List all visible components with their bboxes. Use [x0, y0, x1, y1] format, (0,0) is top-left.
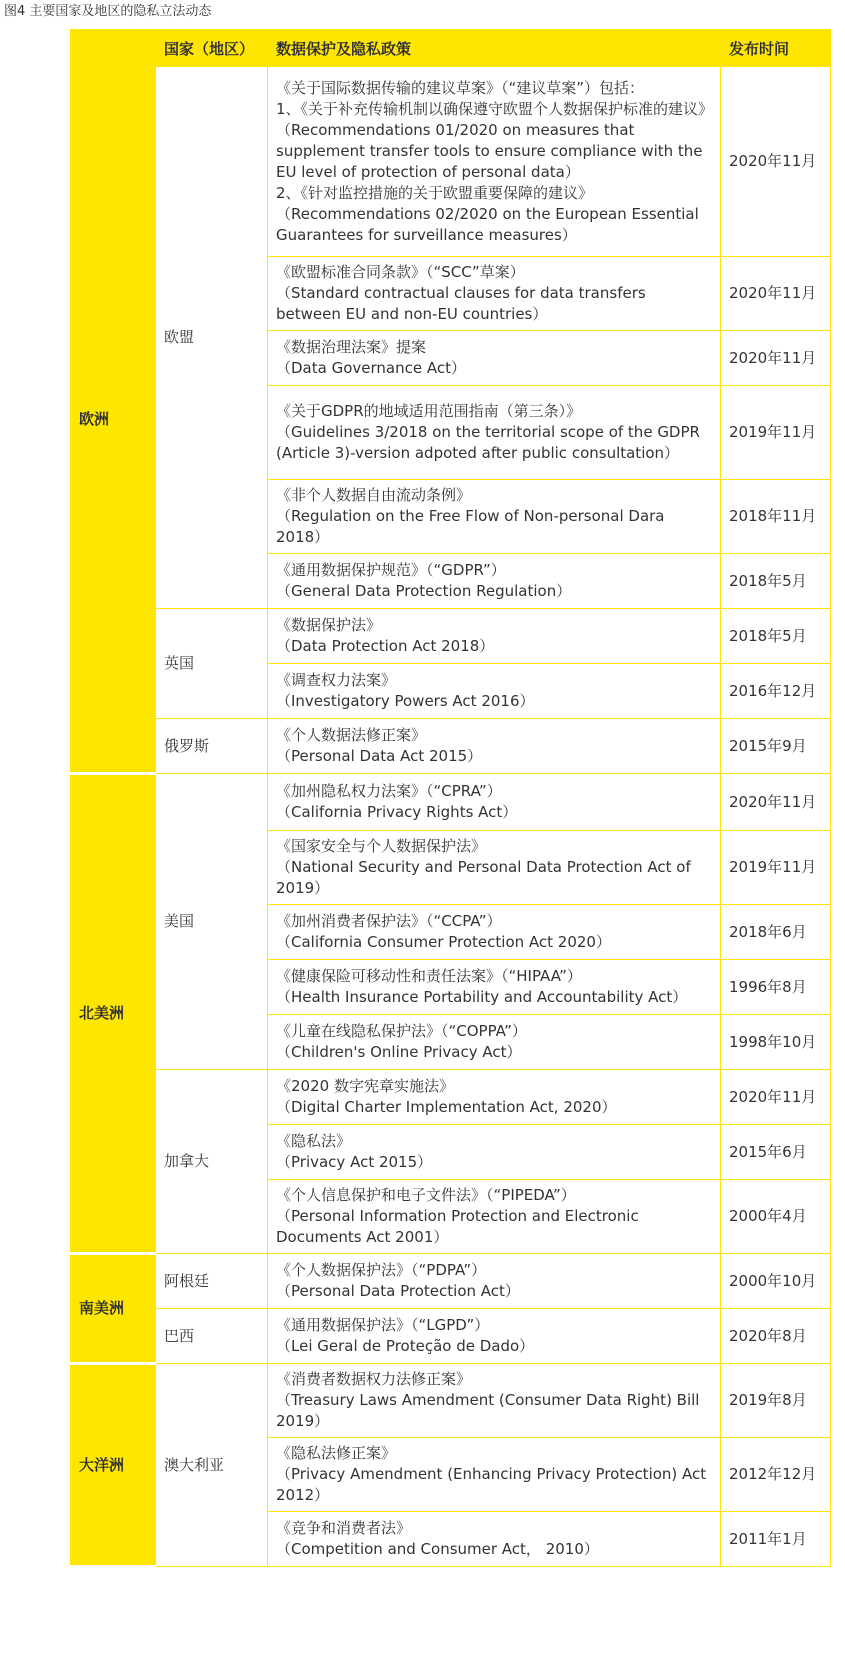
table-header-row [71, 30, 831, 67]
table-row [71, 1309, 831, 1364]
table-row [71, 1364, 831, 1438]
release-date: 2020年11月 [721, 1070, 831, 1125]
policy-text: 《个人数据保护法》（“PDPA”） （Personal Data Protection Act） [268, 1254, 721, 1309]
release-date: 2018年5月 [721, 554, 831, 609]
release-date: 2011年1月 [721, 1512, 831, 1567]
release-date: 2012年12月 [721, 1438, 831, 1512]
region-south-america: 南美洲 [71, 1254, 156, 1364]
policy-text: 《健康保险可移动性和责任法案》（“HIPAA”） （Health Insurance Portability and Accountability Act） [268, 960, 721, 1015]
country-canada: 加拿大 [156, 1070, 268, 1254]
figure-caption: 图4 主要国家及地区的隐私立法动态 [4, 4, 212, 19]
policy-text: 《关于GDPR的地域适用范围指南（第三条）》 （Guidelines 3/2018 on the territorial scope of the GDPR (Article 3)-version adpoted after public consultation） [268, 386, 721, 480]
country-argentina: 阿根廷 [156, 1254, 268, 1309]
country-brazil: 巴西 [156, 1309, 268, 1364]
release-date: 2018年6月 [721, 905, 831, 960]
header-country: 国家（地区） [156, 30, 268, 67]
release-date: 1996年8月 [721, 960, 831, 1015]
policy-text: 《加州消费者保护法》（“CCPA”） （California Consumer Protection Act 2020） [268, 905, 721, 960]
policy-text: 《2020 数字宪章实施法》 （Digital Charter Implementation Act, 2020） [268, 1070, 721, 1125]
policy-text: 《数据治理法案》提案 （Data Governance Act） [268, 331, 721, 386]
policy-text: 《调查权力法案》 （Investigatory Powers Act 2016） [268, 664, 721, 719]
release-date: 2020年11月 [721, 331, 831, 386]
release-date: 2019年11月 [721, 831, 831, 905]
release-date: 2015年9月 [721, 719, 831, 774]
header-region [71, 30, 156, 67]
release-date: 2018年5月 [721, 609, 831, 664]
header-policy: 数据保护及隐私政策 [268, 30, 721, 67]
policy-text: 《数据保护法》 （Data Protection Act 2018） [268, 609, 721, 664]
release-date: 2000年10月 [721, 1254, 831, 1309]
release-date: 2019年11月 [721, 386, 831, 480]
release-date: 2018年11月 [721, 480, 831, 554]
country-russia: 俄罗斯 [156, 719, 268, 774]
region-europe: 欧洲 [71, 67, 156, 774]
privacy-legislation-table [70, 29, 831, 1568]
policy-text: 《加州隐私权力法案》（“CPRA”） （California Privacy Rights Act） [268, 774, 721, 831]
country-uk: 英国 [156, 609, 268, 719]
policy-text: 《个人信息保护和电子文件法》（“PIPEDA”） （Personal Information Protection and Electronic Documents Act 2001） [268, 1180, 721, 1254]
release-date: 2016年12月 [721, 664, 831, 719]
region-oceania: 大洋洲 [71, 1364, 156, 1567]
region-north-america: 北美洲 [71, 774, 156, 1254]
table-row [71, 1070, 831, 1125]
release-date: 2020年8月 [721, 1309, 831, 1364]
policy-text: 《儿童在线隐私保护法》（“COPPA”） （Children's Online Privacy Act） [268, 1015, 721, 1070]
policy-text: 《通用数据保护规范》（“GDPR”） （General Data Protection Regulation） [268, 554, 721, 609]
policy-text: 《隐私法》 （Privacy Act 2015） [268, 1125, 721, 1180]
release-date: 2020年11月 [721, 774, 831, 831]
release-date: 2015年6月 [721, 1125, 831, 1180]
policy-text: 《非个人数据自由流动条例》 （Regulation on the Free Flow of Non-personal Dara 2018） [268, 480, 721, 554]
table-row [71, 67, 831, 257]
policy-text: 《关于国际数据传输的建议草案》（“建议草案”）包括： 1、《关于补充传输机制以确保遵守欧盟个人数据保护标准的建议》 （Recommendations 01/2020 on measures that supplement transfer tools to ensure compliance with the EU level of protection of personal data） 2、《针对监控措施的关于欧盟重要保障的建议》 （Recommendations 02/2020 on the European Essential Guarantees for surveillance measures） [268, 67, 721, 257]
policy-text: 《欧盟标准合同条款》（“SCC”草案） （Standard contractual clauses for data transfers between EU and non-EU countries） [268, 257, 721, 331]
country-eu: 欧盟 [156, 67, 268, 609]
country-usa: 美国 [156, 774, 268, 1070]
table-row [71, 719, 831, 774]
policy-text: 《消费者数据权力法修正案》 （Treasury Laws Amendment (Consumer Data Right) Bill 2019） [268, 1364, 721, 1438]
policy-text: 《通用数据保护法》（“LGPD”） （Lei Geral de Proteção de Dado） [268, 1309, 721, 1364]
release-date: 2019年8月 [721, 1364, 831, 1438]
table-row [71, 774, 831, 831]
release-date: 1998年10月 [721, 1015, 831, 1070]
policy-text: 《个人数据法修正案》 （Personal Data Act 2015） [268, 719, 721, 774]
policy-text: 《隐私法修正案》 （Privacy Amendment (Enhancing Privacy Protection) Act 2012） [268, 1438, 721, 1512]
policy-text: 《国家安全与个人数据保护法》 （National Security and Personal Data Protection Act of 2019） [268, 831, 721, 905]
release-date: 2020年11月 [721, 257, 831, 331]
country-australia: 澳大利亚 [156, 1364, 268, 1567]
header-date: 发布时间 [721, 30, 831, 67]
release-date: 2000年4月 [721, 1180, 831, 1254]
release-date: 2020年11月 [721, 67, 831, 257]
table-row [71, 1254, 831, 1309]
policy-text: 《竞争和消费者法》 （Competition and Consumer Act， 2010） [268, 1512, 721, 1567]
table-row [71, 609, 831, 664]
